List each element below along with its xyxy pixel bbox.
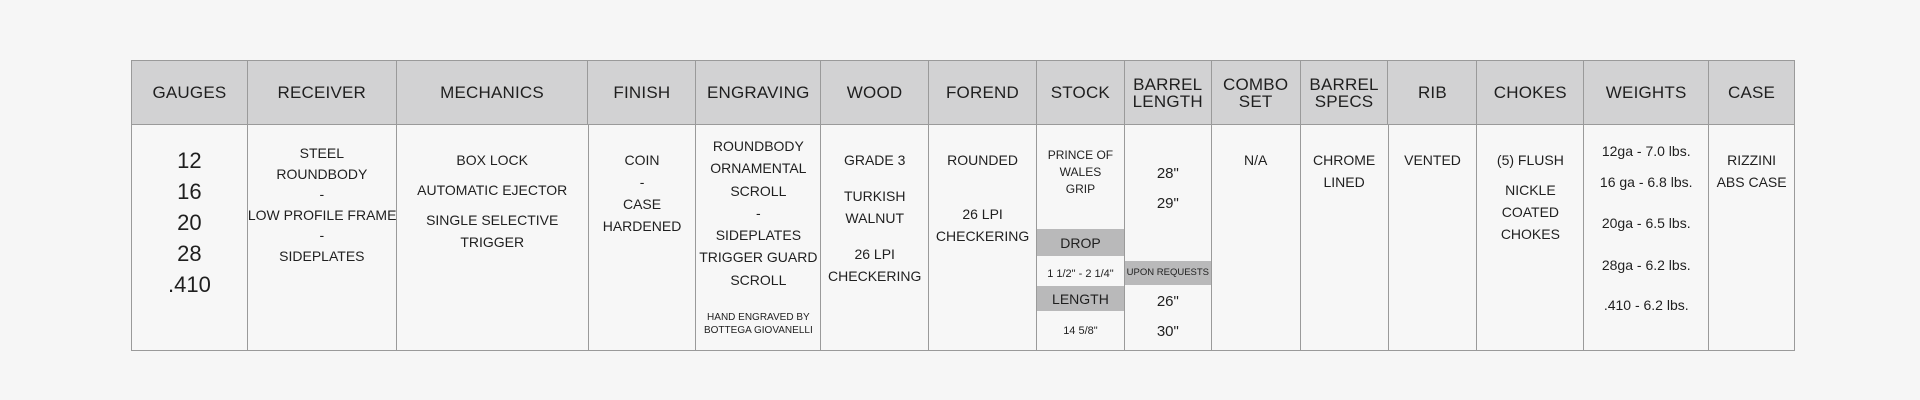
header-weights: WEIGHTS xyxy=(1584,61,1709,124)
header-case: CASE xyxy=(1727,83,1776,102)
wood-type-line: TURKISH xyxy=(843,188,906,204)
forend-shape: ROUNDED xyxy=(947,152,1018,168)
stock-grip xyxy=(1037,147,1124,198)
engraving-line: TRIGGER GUARD xyxy=(699,249,818,266)
header-barrel-length: BARREL LENGTH xyxy=(1125,61,1212,124)
engraving-cell xyxy=(696,125,821,350)
chokes-line: CHOKES xyxy=(1500,226,1560,242)
receiver-line: STEEL xyxy=(299,145,345,161)
stock-grip-line: GRIP xyxy=(1065,182,1096,196)
upon-requests-label: UPON REQUESTS xyxy=(1125,261,1211,285)
stock-length-label: LENGTH xyxy=(1037,286,1124,311)
chokes-line: COATED xyxy=(1501,204,1560,220)
wood-grade: GRADE 3 xyxy=(843,152,906,168)
table-header-row xyxy=(132,61,1794,125)
case-cell xyxy=(1709,125,1794,350)
engraving-note-line: HAND ENGRAVED BY xyxy=(707,312,810,324)
chokes-line: NICKLE xyxy=(1505,182,1556,198)
engraving-line: ROUNDBODY xyxy=(712,138,804,154)
header-barrel-specs: BARREL SPECS xyxy=(1301,61,1389,124)
barrel-specs-line: CHROME xyxy=(1313,152,1376,168)
rib-value: VENTED xyxy=(1404,152,1461,168)
engraving-line: SCROLL xyxy=(730,182,787,199)
wood-type-line: WALNUT xyxy=(845,210,904,226)
chokes-cell xyxy=(1477,125,1584,350)
stock-cell xyxy=(1037,125,1125,350)
header-rib: RIB xyxy=(1388,61,1477,124)
gauge-value: .410 xyxy=(168,272,211,297)
rib-cell xyxy=(1389,125,1478,350)
wood-cell xyxy=(821,125,929,350)
gauges-cell xyxy=(132,125,248,350)
weight-value: 12ga - 7.0 lbs. xyxy=(1601,143,1691,159)
weight-value: 16 ga - 6.8 lbs. xyxy=(1599,174,1693,190)
chokes-flush: (5) FLUSH xyxy=(1496,152,1564,168)
barrel-length-cell xyxy=(1125,125,1212,350)
mechanics-line: SINGLE SELECTIVE xyxy=(426,212,559,228)
receiver-line: - xyxy=(319,227,325,243)
mechanics-line: AUTOMATIC EJECTOR xyxy=(417,182,568,198)
gauge-value: 12 xyxy=(177,148,202,173)
barrel-length-value: 26" xyxy=(1156,293,1179,310)
header-engraving: ENGRAVING xyxy=(696,61,821,124)
receiver-cell xyxy=(248,125,397,350)
engraving-line: - xyxy=(756,204,761,221)
header-forend: FOREND xyxy=(929,61,1037,124)
engraving-line: SIDEPLATES xyxy=(715,227,802,244)
receiver-line: - xyxy=(319,186,325,202)
header-finish: FINISH xyxy=(588,61,696,124)
mechanics-line: TRIGGER xyxy=(460,234,525,250)
combo-set-value: N/A xyxy=(1244,152,1268,168)
stock-grip-line: PRINCE OF xyxy=(1047,148,1114,162)
barrel-specs-line: LINED xyxy=(1323,174,1365,190)
stock-grip-line: WALES xyxy=(1059,165,1102,179)
mechanics-cell xyxy=(397,125,589,350)
header-mechanics: MECHANICS xyxy=(397,61,589,124)
table-body-row xyxy=(132,125,1794,350)
engraving-note-line: BOTTEGA GIOVANELLI xyxy=(703,325,813,337)
forend-cell xyxy=(929,125,1037,350)
case-line: ABS CASE xyxy=(1716,174,1787,190)
finish-line: COIN xyxy=(624,152,660,168)
engraving-note xyxy=(696,311,820,337)
weight-value: .410 - 6.2 lbs. xyxy=(1603,297,1689,313)
forend-checkering-line: CHECKERING xyxy=(935,228,1030,244)
header-wood: WOOD xyxy=(821,61,929,124)
gauge-value: 28 xyxy=(177,241,202,266)
receiver-line: ROUNDBODY xyxy=(276,165,368,182)
mechanics-line: BOX LOCK xyxy=(456,152,529,168)
header-chokes: CHOKES xyxy=(1477,61,1584,124)
header-combo-set: COMBO SET xyxy=(1212,61,1301,124)
finish-line: CASE xyxy=(622,196,662,212)
barrel-length-value: 29" xyxy=(1156,195,1179,212)
barrel-length-value: 30" xyxy=(1156,323,1179,340)
forend-checkering-line: 26 LPI xyxy=(962,206,1003,222)
weight-value: 20ga - 6.5 lbs. xyxy=(1601,214,1691,231)
finish-line: HARDENED xyxy=(602,218,682,234)
case-line: RIZZINI xyxy=(1727,152,1777,168)
gauge-value: 16 xyxy=(177,179,202,204)
stock-length-value: 14 5/8" xyxy=(1063,325,1098,337)
gauge-value: 20 xyxy=(177,210,202,235)
wood-checkering-line: 26 LPI xyxy=(854,246,895,262)
finish-cell xyxy=(589,125,697,350)
weight-value: 28ga - 6.2 lbs. xyxy=(1601,256,1691,273)
specifications-table xyxy=(131,60,1795,351)
header-gauges: GAUGES xyxy=(132,61,248,124)
finish-line: - xyxy=(639,174,645,190)
receiver-line: SIDEPLATES xyxy=(279,247,365,264)
combo-set-cell xyxy=(1212,125,1301,350)
receiver-line: LOW PROFILE FRAME xyxy=(247,206,397,223)
header-receiver: RECEIVER xyxy=(248,61,397,124)
stock-drop-value: 1 1/2" - 2 1/4" xyxy=(1047,268,1114,280)
barrel-specs-cell xyxy=(1301,125,1389,350)
engraving-line: SCROLL xyxy=(730,271,787,288)
wood-checkering-line: CHECKERING xyxy=(828,268,922,284)
stock-drop-label: DROP xyxy=(1037,229,1124,256)
barrel-length-value: 28" xyxy=(1156,165,1179,182)
weights-cell xyxy=(1584,125,1709,350)
header-stock: STOCK xyxy=(1037,61,1125,124)
engraving-line: ORNAMENTAL xyxy=(710,160,807,177)
